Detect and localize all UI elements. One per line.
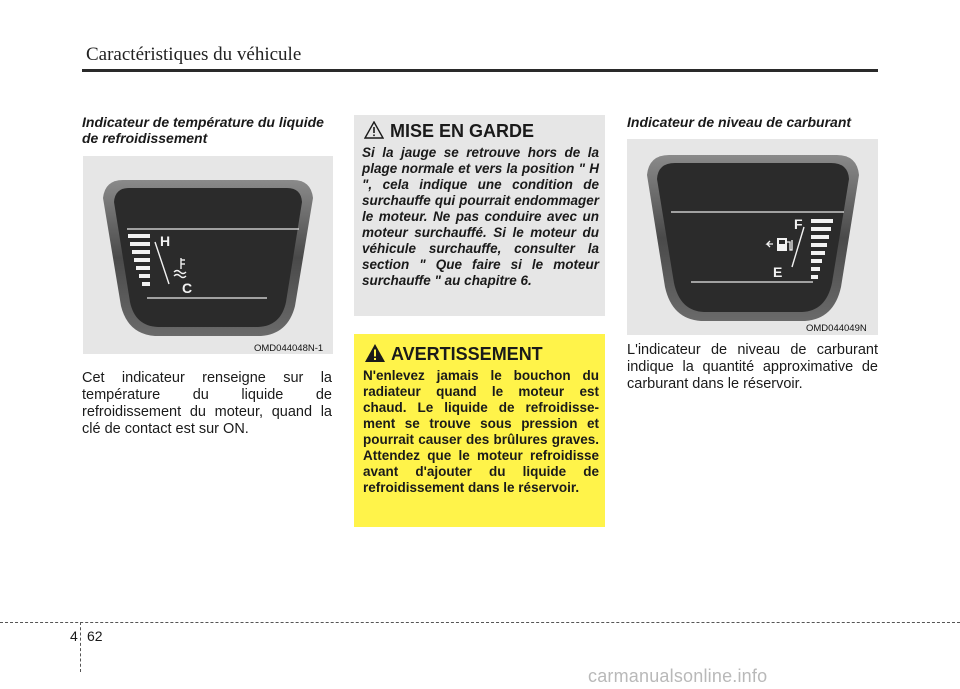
fuel-level-heading: Indicateur de niveau de carburant [627,114,852,130]
fuel-gauge-full-label: F [794,216,803,232]
chapter-number: 4 [70,628,78,644]
header-rule [82,69,878,72]
coolant-gauge-figure [83,156,333,354]
fuel-gauge-figure [627,139,878,335]
coolant-temp-description: Cet indicateur renseigne sur la température du liquide de refroidissement du moteur, quand la clé de contact est sur ON. [82,370,332,437]
fuel-gauge-empty-label: E [773,264,783,280]
coolant-gauge-high-label: H [160,233,171,249]
warning-box [354,334,605,527]
caution-title: MISE EN GARDE [390,121,535,141]
fuel-figure-code: OMD044049N [806,323,867,334]
coolant-gauge-low-label: C [182,280,193,296]
coolant-gauge-illustration [83,156,333,354]
footer-rule [0,622,960,623]
caution-warning-icon [364,121,384,144]
warning-text: N'enlevez jamais le bouchon du radiateur quand le moteur est chaud. Le liquide de refroidisse-ment se trouve sous pression et pourrait causer des brûlures graves. Attendez que le moteur refroidisse avant d'ajouter du liquide de refroidissement dans le réservoir. [363,368,599,495]
warning-title: AVERTISSEMENT [391,344,543,364]
warning-triangle-icon [364,343,386,368]
caution-text: Si la jauge se retrouve hors de la plage normale et vers la position " H ", cela indique une condition de surchauffe qui pourrait endommager le moteur. Ne pas conduire avec un moteur surchauffé. Si le moteur du véhicule surchauffe, consulter la section " Que faire si le moteur surchauffe " au chapitre 6. [362,145,599,288]
watermark: carmanualsonline.info [588,666,768,686]
coolant-figure-code: OMD044048N-1 [254,343,324,354]
fuel-level-description: L'indicateur de niveau de carburant indique la quantité approximative de carburant dans le réservoir. [627,342,878,392]
caution-box [354,115,605,316]
fuel-gauge-illustration [627,139,878,335]
page-number: 62 [87,628,103,644]
coolant-temp-heading: Indicateur de température du liquide de refroidissement [82,114,324,146]
page-header-title: Caractéristiques du véhicule [86,44,302,65]
footer-divider [80,622,81,672]
